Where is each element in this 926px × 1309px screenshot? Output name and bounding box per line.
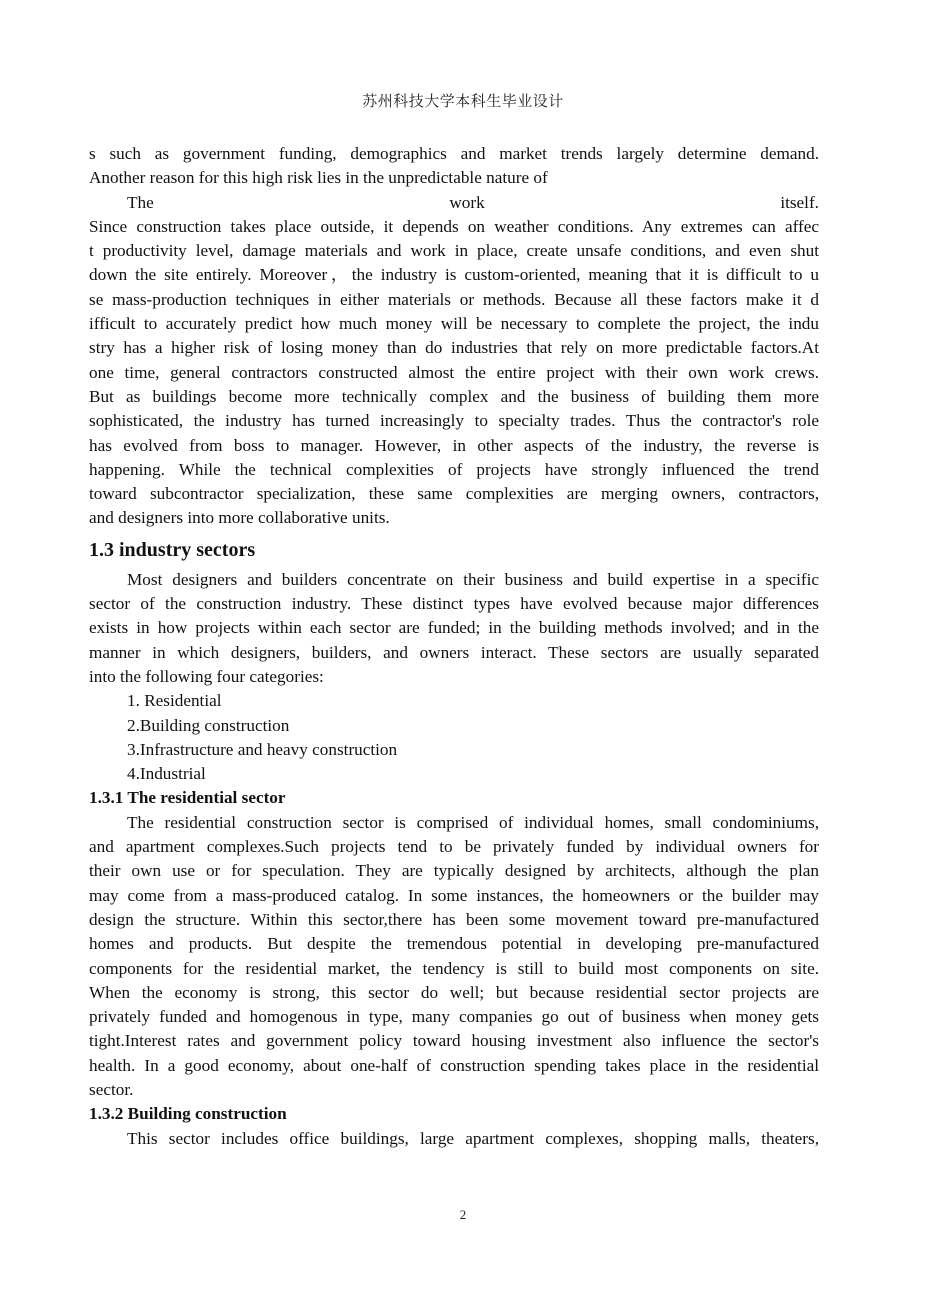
text-line: and designers into more collaborative units. [89, 508, 390, 528]
paragraph-continued [89, 142, 819, 531]
text-line: privately funded and homogenous in type, many companies go out of business when money gets [89, 1007, 819, 1027]
text-line: stry has a higher risk of losing money than do industries that rely on more predictable factors.At [89, 338, 819, 358]
section-1-3-2-paragraph [89, 1127, 819, 1151]
list-item: 3.Infrastructure and heavy construction [127, 739, 398, 759]
text-line: Most designers and builders concentrate on their business and build expertise in a specific [127, 569, 819, 589]
text-line: happening. While the technical complexities of projects have strongly influenced the trend [89, 459, 819, 479]
section-1-3-paragraph [89, 568, 819, 689]
page-header: 苏州科技大学本科生毕业设计 [362, 94, 564, 110]
text-line: sophisticated, the industry has turned increasingly to specialty trades. Thus the contractor's role [89, 411, 819, 431]
text-line: homes and products. But despite the tremendous potential in developing pre-manufactured [89, 934, 819, 954]
text-line: one time, general contractors constructed almost the entire project with their own work crews. [89, 362, 819, 382]
text-line: This sector includes office buildings, large apartment complexes, shopping malls, theaters, [127, 1128, 819, 1148]
text-line: into the following four categories: [89, 666, 324, 686]
page-number: 2 [459, 1207, 467, 1222]
text-line: design the structure. Within this sector,there has been some movement toward pre-manufactured [89, 909, 819, 929]
text-line: Another reason for this high risk lies in the unpredictable nature of [89, 168, 548, 188]
text-line: The residential construction sector is comprised of individual homes, small condominiums, [127, 812, 819, 832]
section-1-3-1-paragraph [89, 811, 819, 1103]
section-heading-1-3-2: 1.3.2 Building construction [89, 1104, 287, 1124]
text-line: t productivity level, damage materials and work in place, create unsafe conditions, and even shut [89, 241, 819, 261]
text-line: When the economy is strong, this sector do well; but because residential sector projects are [89, 982, 819, 1002]
text-line: Since construction takes place outside, it depends on weather conditions. Any extremes can affec [89, 216, 819, 236]
sector-list [89, 689, 819, 786]
text-line: toward subcontractor specialization, these same complexities are merging owners, contractors, [89, 484, 819, 504]
word: itself. [780, 192, 819, 212]
text-line: But as buildings become more technically complex and the business of building them more [89, 386, 819, 406]
text-line: may come from a mass-produced catalog. In some instances, the homeowners or the builder may [89, 885, 819, 905]
text-line: s such as government funding, demographics and market trends largely determine demand. [89, 144, 819, 163]
list-item: 2.Building construction [127, 715, 290, 735]
section-heading-1-3: 1.3 industry sectors [89, 538, 256, 561]
text-line: tight.Interest rates and government policy toward housing investment also influence the sector's [89, 1031, 819, 1051]
text-line: exists in how projects within each sector are funded; in the building methods involved; and in the [89, 618, 819, 638]
text-line: and apartment complexes.Such projects tend to be privately funded by individual owners for [89, 837, 819, 857]
text-line: sector. [89, 1079, 134, 1099]
text-line: has evolved from boss to manager. However, in other aspects of the industry, the reverse is [89, 435, 819, 455]
text-line-split [89, 191, 819, 215]
text-line: ifficult to accurately predict how much money will be necessary to complete the project, the indu [89, 314, 819, 334]
text-line: their own use or for speculation. They are typically designed by architects, although the plan [89, 861, 819, 881]
text-line: components for the residential market, the tendency is still to build most components on site. [89, 958, 819, 978]
list-item: 1. Residential [127, 691, 222, 711]
word: The [127, 192, 154, 212]
list-item: 4.Industrial [127, 764, 206, 784]
text-line: se mass-production techniques in either materials or methods. Because all these factors make it d [89, 289, 819, 309]
text-line: down the site entirely. Moreover，the industry is custom-oriented, meaning that it is difficult to u [89, 265, 819, 285]
text-line: health. In a good economy, about one-half of construction spending takes place in the residential [89, 1055, 819, 1075]
word: work [449, 192, 485, 212]
text-line: manner in which designers, builders, and owners interact. These sectors are usually separated [89, 642, 819, 662]
document-body [89, 142, 819, 1151]
section-heading-1-3-1: 1.3.1 The residential sector [89, 788, 286, 808]
text-line: sector of the construction industry. These distinct types have evolved because major differences [89, 594, 819, 614]
